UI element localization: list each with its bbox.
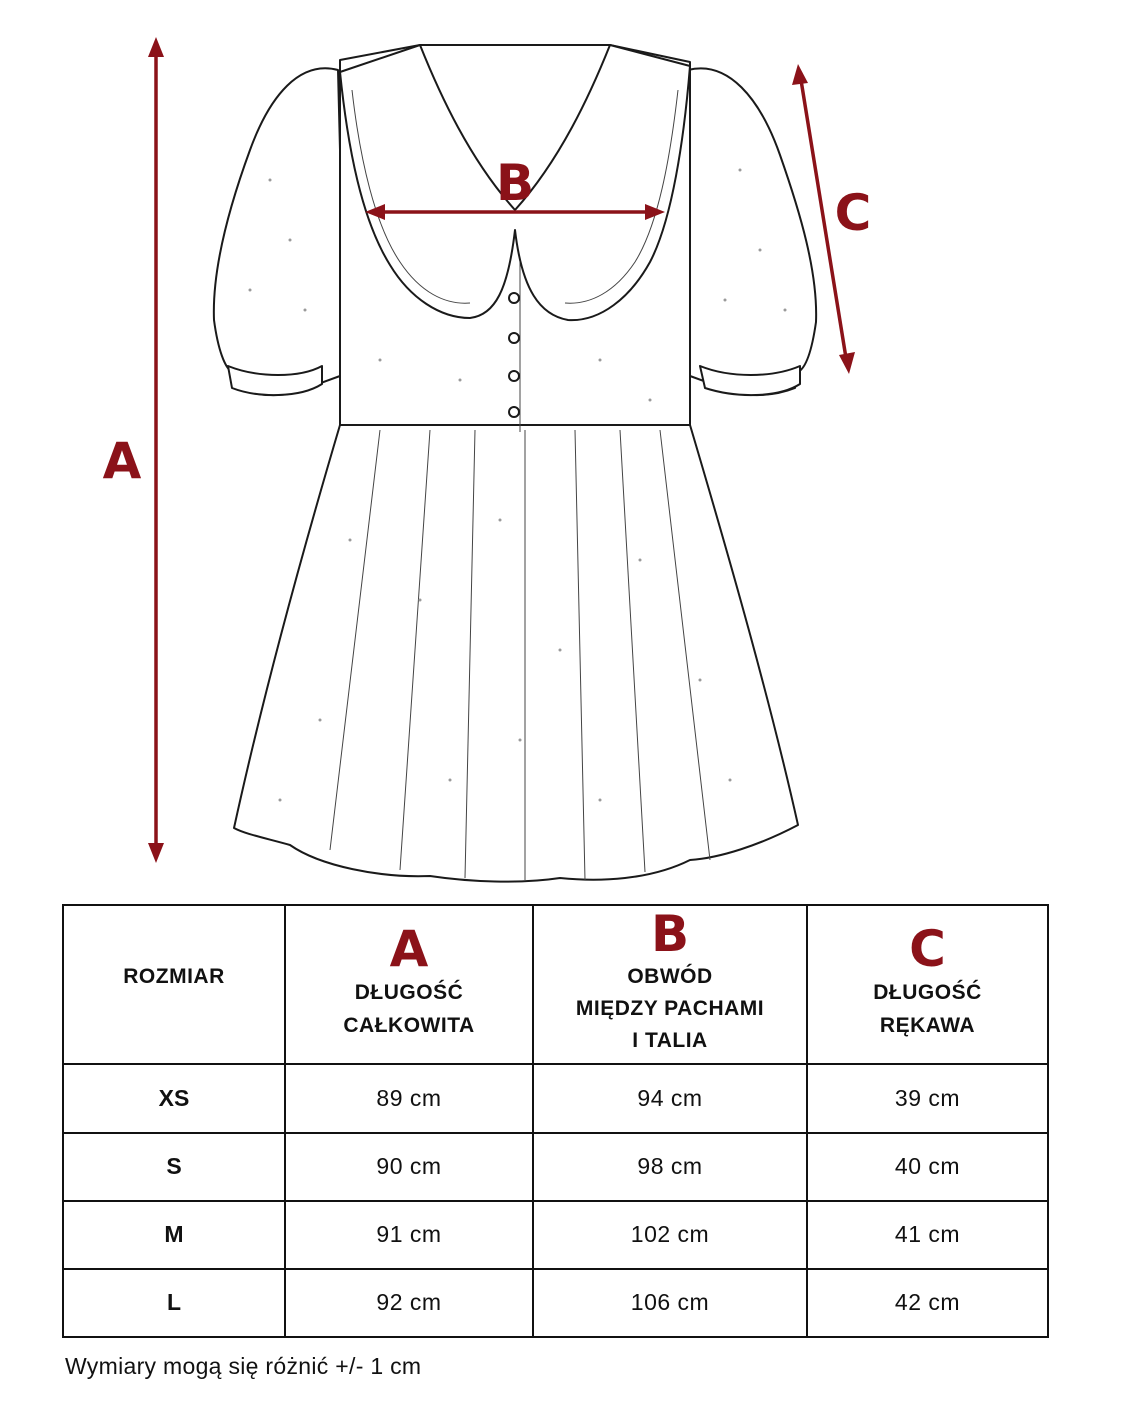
size-cell: XS [63, 1064, 285, 1132]
size-header-label: ROZMIAR [123, 964, 225, 988]
length-cell: 91 cm [285, 1201, 533, 1269]
circumference-cell: 106 cm [533, 1269, 807, 1337]
dimension-c-arrowhead-top [792, 64, 808, 85]
column-b-label-line3: I TALIA [632, 1028, 708, 1052]
table-row [63, 1269, 1048, 1337]
dimension-b-label: B [495, 154, 535, 212]
table-row [63, 1201, 1048, 1269]
column-b-header [533, 905, 807, 1064]
column-a-label-line1: DŁUGOŚĆ [354, 980, 464, 1004]
sleeve-length-cell: 40 cm [807, 1133, 1048, 1201]
sleeve-length-cell: 42 cm [807, 1269, 1048, 1337]
column-c-label-line1: DŁUGOŚĆ [873, 980, 982, 1004]
dimension-c-arrowhead-bottom [839, 352, 855, 374]
column-b-label-line1: OBWÓD [627, 964, 713, 988]
sleeve-length-cell: 41 cm [807, 1201, 1048, 1269]
dimension-a-arrowhead-top [148, 37, 164, 57]
size-table [62, 904, 1049, 1338]
length-cell: 92 cm [285, 1269, 533, 1337]
tolerance-note: Wymiary mogą się różnić +/- 1 cm [65, 1353, 422, 1379]
length-cell: 89 cm [285, 1064, 533, 1132]
size-cell: L [63, 1269, 285, 1337]
column-a-label-line2: CAŁKOWITA [343, 1013, 475, 1037]
length-cell: 90 cm [285, 1133, 533, 1201]
column-c-letter: C [909, 919, 946, 978]
size-header-cell [63, 905, 285, 1064]
column-c-header [807, 905, 1048, 1064]
dimension-a-label: A [102, 432, 142, 490]
table-header-row [63, 905, 1048, 1064]
column-b-label-line2: MIĘDZY PACHAMI [575, 996, 765, 1020]
column-c-label-line2: RĘKAWA [879, 1013, 976, 1037]
size-cell: M [63, 1201, 285, 1269]
dimension-a [103, 37, 164, 863]
circumference-cell: 102 cm [533, 1201, 807, 1269]
table-row [63, 1133, 1048, 1201]
table-row [63, 1064, 1048, 1132]
circumference-cell: 98 cm [533, 1133, 807, 1201]
dimension-c-label: C [834, 184, 872, 242]
dimension-a-arrowhead-bottom [148, 843, 164, 863]
size-cell: S [63, 1133, 285, 1201]
sleeve-length-cell: 39 cm [807, 1064, 1048, 1132]
circumference-cell: 94 cm [533, 1064, 807, 1132]
column-a-header [285, 905, 533, 1064]
column-b-letter: B [650, 904, 690, 963]
column-a-letter: A [389, 919, 429, 978]
